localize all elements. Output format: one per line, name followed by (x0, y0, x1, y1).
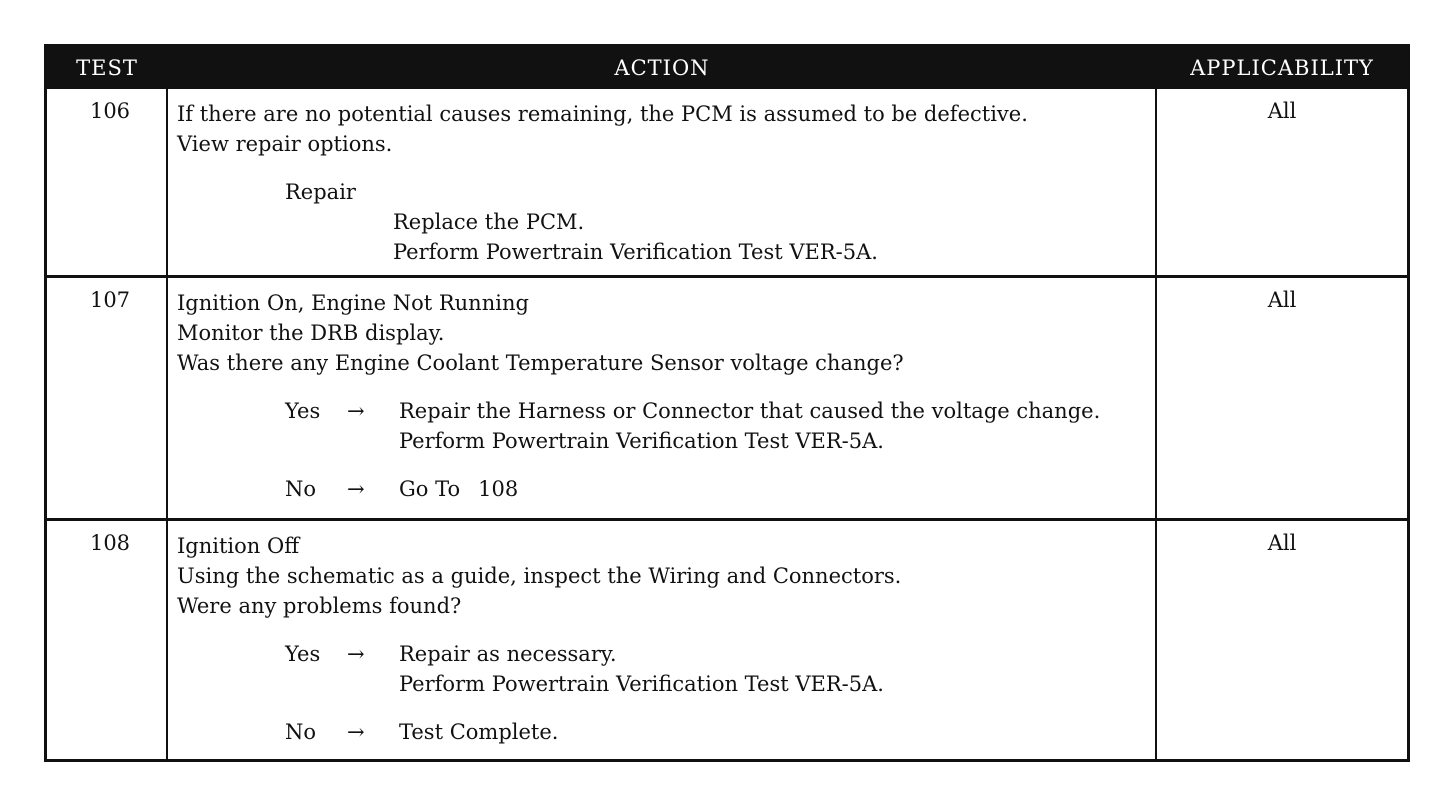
no-label: No (285, 477, 317, 501)
yes-result: Repair the Harness or Connector that caused the voltage change. (399, 399, 1101, 423)
action-cell (177, 99, 1157, 267)
yes-branch (177, 639, 1157, 669)
table-row-108 (47, 521, 1407, 759)
action-cell (177, 531, 1157, 747)
action-line: Were any problems found? (177, 594, 462, 618)
action-line: View repair options. (177, 132, 393, 156)
no-branch (177, 474, 1157, 504)
action-line: If there are no potential causes remaining, the PCM is assumed to be defective. (177, 102, 1028, 126)
test-number: 106 (89, 99, 131, 123)
table-row-107 (47, 278, 1407, 518)
repair-step: Perform Powertrain Verification Test VER-5A. (393, 240, 878, 264)
repair-step: Replace the PCM. (393, 210, 585, 234)
yes-result: Repair as necessary. (399, 642, 617, 666)
header-test: TEST (76, 56, 138, 80)
goto-label: Go To (399, 477, 461, 501)
applicability-value: All (1267, 531, 1297, 555)
arrow-icon: → (347, 642, 365, 666)
arrow-icon: → (347, 720, 365, 744)
arrow-icon: → (347, 399, 365, 423)
yes-label: Yes (285, 642, 321, 666)
yes-branch (177, 396, 1157, 426)
action-line: Ignition On, Engine Not Running (177, 291, 529, 315)
header-action: ACTION (614, 56, 710, 80)
repair-label: Repair (285, 180, 356, 204)
test-number: 108 (89, 531, 131, 555)
goto-test-number: 108 (478, 477, 519, 501)
action-line: Ignition Off (177, 534, 300, 558)
applicability-value: All (1267, 99, 1297, 123)
no-result (399, 474, 518, 504)
table-header (47, 47, 1407, 89)
test-number: 107 (89, 288, 131, 312)
applicability-value: All (1267, 288, 1297, 312)
no-branch (177, 717, 1157, 747)
no-label: No (285, 720, 317, 744)
yes-continuation: Perform Powertrain Verification Test VER-5A. (399, 429, 884, 453)
yes-continuation: Perform Powertrain Verification Test VER-5A. (399, 672, 884, 696)
action-line: Was there any Engine Coolant Temperature Sensor voltage change? (177, 351, 904, 375)
table-row-106 (47, 89, 1407, 275)
action-line: Monitor the DRB display. (177, 321, 445, 345)
diagnostic-test-table (44, 44, 1410, 762)
action-line: Using the schematic as a guide, inspect the Wiring and Connectors. (177, 564, 902, 588)
yes-label: Yes (285, 399, 321, 423)
arrow-icon: → (347, 477, 365, 501)
header-applicability: APPLICABILITY (1190, 56, 1374, 80)
no-result: Test Complete. (399, 720, 559, 744)
action-cell (177, 288, 1157, 504)
